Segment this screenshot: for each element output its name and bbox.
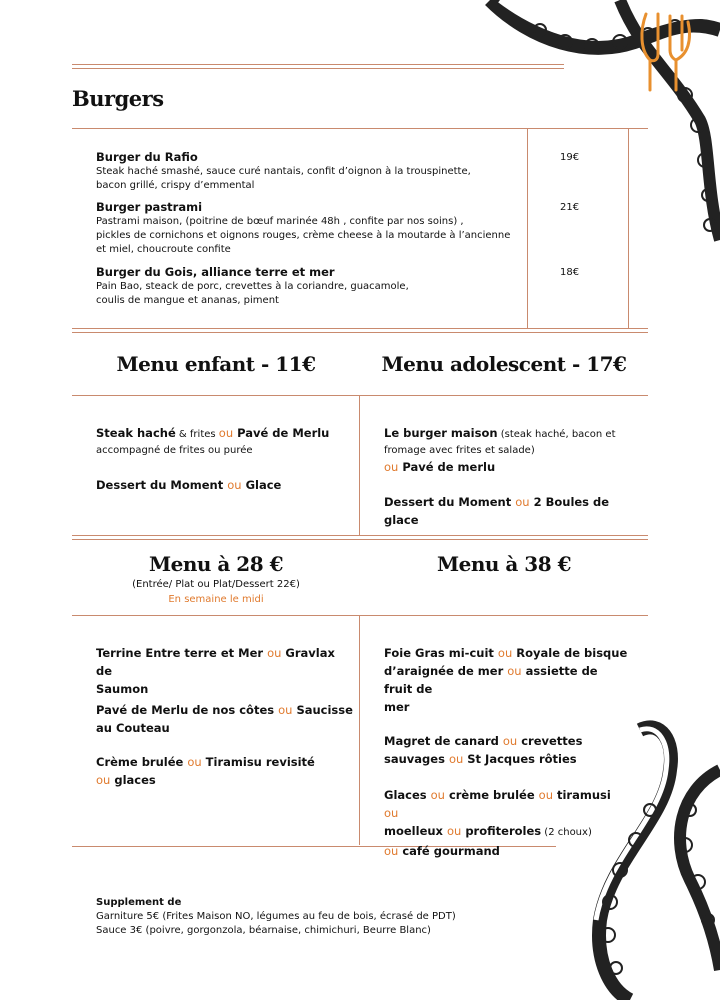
- fork-logo-icon: [632, 10, 696, 94]
- burger-name: Burger du Rafio: [96, 150, 198, 164]
- top-rule: [72, 64, 564, 65]
- burger-price: 21€: [560, 202, 580, 213]
- menu38-line: Magret de canard ou crevettes: [384, 734, 583, 748]
- burger-desc: pickles de cornichons et oignons rouges, crème cheese à la moutarde à l’ancienne: [96, 230, 511, 241]
- menu38-line: mer: [384, 700, 410, 714]
- burger-desc: et miel, choucroute confite: [96, 244, 231, 255]
- burger-item: [96, 200, 521, 257]
- menu-ado-title: Menu adolescent - 17€: [381, 352, 627, 376]
- menu28-content: [96, 644, 354, 789]
- menu28-line: Crème brulée ou Tiramisu revisité: [96, 755, 315, 769]
- burgers-title: Burgers: [72, 86, 164, 111]
- menu-ado-line: ou Pavé de merlu: [384, 460, 496, 474]
- supplement-title: Supplement de: [96, 897, 182, 908]
- menu28-note: En semaine le midi: [168, 594, 264, 605]
- burgers-col-divider: [527, 128, 528, 328]
- burger-desc: Pastrami maison, (poitrine de bœuf marinée 48h , confite par nos soins) ,: [96, 216, 464, 227]
- menus-row1-bottom-2: [72, 539, 648, 540]
- menus-row1-bottom: [72, 535, 648, 536]
- menus-row2-top: [72, 615, 648, 616]
- supplement-block: [96, 896, 536, 938]
- menu28-line: Saumon: [96, 682, 149, 696]
- top-rule-2: [72, 68, 564, 69]
- menu38-title: Menu à 38 €: [436, 552, 572, 576]
- burger-desc: bacon grillé, crispy d’emmental: [96, 180, 255, 191]
- menu38-line: sauvages ou St Jacques rôties: [384, 752, 577, 766]
- menu-ado-note: fromage avec frites et salade): [384, 445, 535, 456]
- menu-enfant-content: [96, 424, 351, 494]
- menu28-line: au Couteau: [96, 721, 170, 735]
- menu-ado-content: [384, 424, 634, 529]
- supplement-line: Garniture 5€ (Frites Maison NO, légumes au feu de bois, écrasé de PDT): [96, 911, 456, 922]
- menu28-line: Terrine Entre terre et Mer ou Gravlax de: [96, 646, 335, 678]
- burger-desc: Steak haché smashé, sauce curé nantais, confit d’oignon à la trouspinette,: [96, 166, 471, 177]
- burger-desc: coulis de mangue et ananas, piment: [96, 295, 279, 306]
- burgers-table-top: [72, 128, 648, 129]
- burger-name: Burger du Gois, alliance terre et mer: [96, 265, 335, 279]
- burgers-table-bottom-2: [72, 332, 648, 333]
- menu38-line: Glaces ou crème brulée ou tiramusi ou: [384, 788, 611, 820]
- burger-item: [96, 150, 521, 193]
- menu28-line: ou glaces: [96, 773, 156, 787]
- menu38-line: ou café gourmand: [384, 844, 500, 858]
- burgers-table-bottom: [72, 328, 648, 329]
- menu38-line: d’araignée de mer ou assiette de fruit de: [384, 664, 598, 696]
- menus-row1-divider: [359, 395, 360, 535]
- burger-price: 18€: [560, 267, 580, 278]
- menus-row2-divider: [359, 615, 360, 845]
- menu38-content: [384, 644, 629, 860]
- menu38-line: moelleux ou profiteroles (2 choux): [384, 824, 592, 838]
- menu-ado-line: Le burger maison (steak haché, bacon et: [384, 426, 616, 440]
- menu-enfant-line: Steak haché & frites ou Pavé de Merlu: [96, 426, 330, 440]
- menu38-line: Foie Gras mi-cuit ou Royale de bisque: [384, 646, 628, 660]
- menus-row1-top: [72, 395, 648, 396]
- burger-item: [96, 265, 521, 308]
- menu28-subtitle: (Entrée/ Plat ou Plat/Dessert 22€): [132, 579, 300, 590]
- burger-name: Burger pastrami: [96, 200, 203, 214]
- menu28-line: Pavé de Merlu de nos côtes ou Saucisse: [96, 703, 353, 717]
- menu28-title: Menu à 28 €: [148, 552, 284, 576]
- burger-desc: Pain Bao, steack de porc, crevettes à la coriandre, guacamole,: [96, 281, 409, 292]
- menu-enfant-title: Menu enfant - 11€: [116, 352, 316, 376]
- supplement-line: Sauce 3€ (poivre, gorgonzola, béarnaise, chimichuri, Beurre Blanc): [96, 925, 431, 936]
- menu-enfant-line: Dessert du Moment ou Glace: [96, 478, 282, 492]
- burgers-col-right: [628, 128, 629, 328]
- menu-enfant-note: accompagné de frites ou purée: [96, 445, 253, 456]
- menu-ado-line: Dessert du Moment ou 2 Boules de glace: [384, 495, 610, 527]
- burger-price: 19€: [560, 152, 580, 163]
